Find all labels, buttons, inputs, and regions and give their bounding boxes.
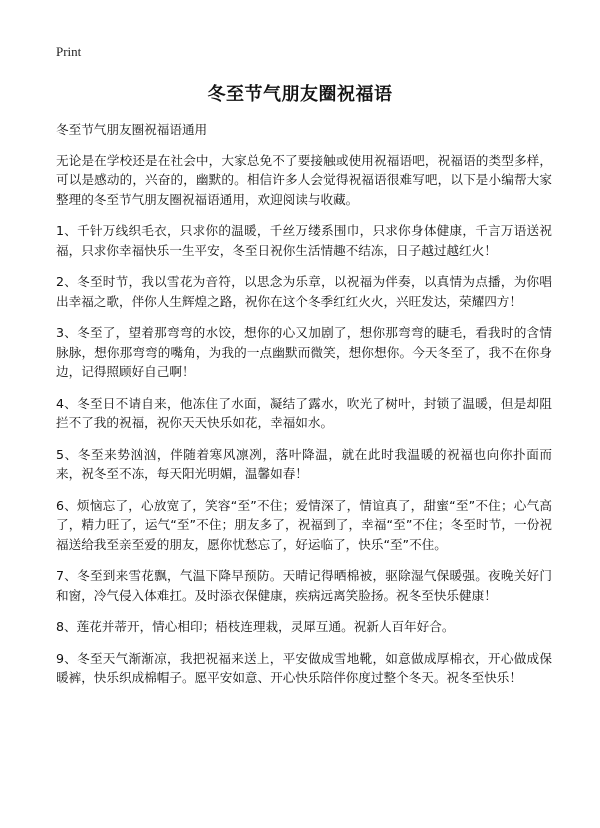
article-subtitle: 冬至节气朋友圈祝福语通用 [56, 122, 208, 137]
intro-paragraph: 无论是在学校还是在社会中，大家总免不了要接触或使用祝福语吧，祝福语的类型多样，可以是感动的，兴奋的，幽默的。相信许多人会觉得祝福语很难写吧，以下是小编帮大家整理的冬至节气朋友圈祝福语通用，欢迎阅读与收藏。 [56, 152, 552, 207]
greeting-item: 9、冬至天气渐渐凉，我把祝福来送上，平安做成雪地靴，如意做成厚棉衣，开心做成保暖裤，快乐织成棉帽子。愿平安如意、开心快乐陪伴你度过整个冬天。祝冬至快乐！ [56, 650, 552, 685]
greeting-item: 6、烦恼忘了，心放宽了，笑容“至”不住；爱情深了，情谊真了，甜蜜“至”不住；心气高了，精力旺了，运气“至”不住；朋友多了，祝福到了，幸福“至”不住；冬至时节，一份祝福送给我至亲至爱的朋友，愿你忧愁忘了，好运临了，快乐“至”不住。 [56, 497, 552, 552]
page-title: 冬至节气朋友圈祝福语 [207, 84, 393, 105]
greeting-item: 7、冬至到来雪花飘，气温下降早预防。天晴记得晒棉被，驱除湿气保暖强。夜晚关好门和窗，冷气侵入体难扛。及时添衣保健康，疾病远离笑脸扬。祝冬至快乐健康！ [56, 568, 552, 603]
greeting-item: 2、冬至时节，我以雪花为音符，以思念为乐章，以祝福为伴奏，以真情为点播，为你唱出幸福之歌，伴你人生辉煌之路，祝你在这个冬季红红火火，兴旺发达，荣耀四方！ [56, 274, 552, 309]
greeting-item: 8、莲花并蒂开，情心相印；梧枝连理栽，灵犀互通。祝新人百年好合。 [56, 619, 455, 634]
greeting-item: 5、冬至来势汹汹，伴随着寒风凛冽，落叶降温，就在此时我温暖的祝福也向你扑面而来，祝冬至不冻，每天阳光明媚，温馨如春！ [56, 446, 552, 481]
greeting-item: 3、冬至了，望着那弯弯的水饺，想你的心又加剧了，想你那弯弯的睫毛，看我时的含情脉脉，想你那弯弯的嘴角，为我的一点幽默而微笑，想你想你。今天冬至了，我不在你身边，记得照顾好自己啊！ [56, 325, 552, 379]
greeting-item: 4、冬至日不请自来，他冻住了水面，凝结了露水，吹光了树叶，封锁了温暖，但是却阻拦不了我的祝福，祝你天天快乐如花，幸福如水。 [56, 395, 552, 430]
print-link[interactable]: Print [56, 44, 82, 59]
greeting-item: 1、千针万线织毛衣，只求你的温暖，千丝万缕系围巾，只求你身体健康，千言万语送祝福，只求你幸福快乐一生平安，冬至日祝你生活情趣不结冻，日子越过越红火！ [56, 223, 552, 258]
article-body [56, 120, 552, 700]
